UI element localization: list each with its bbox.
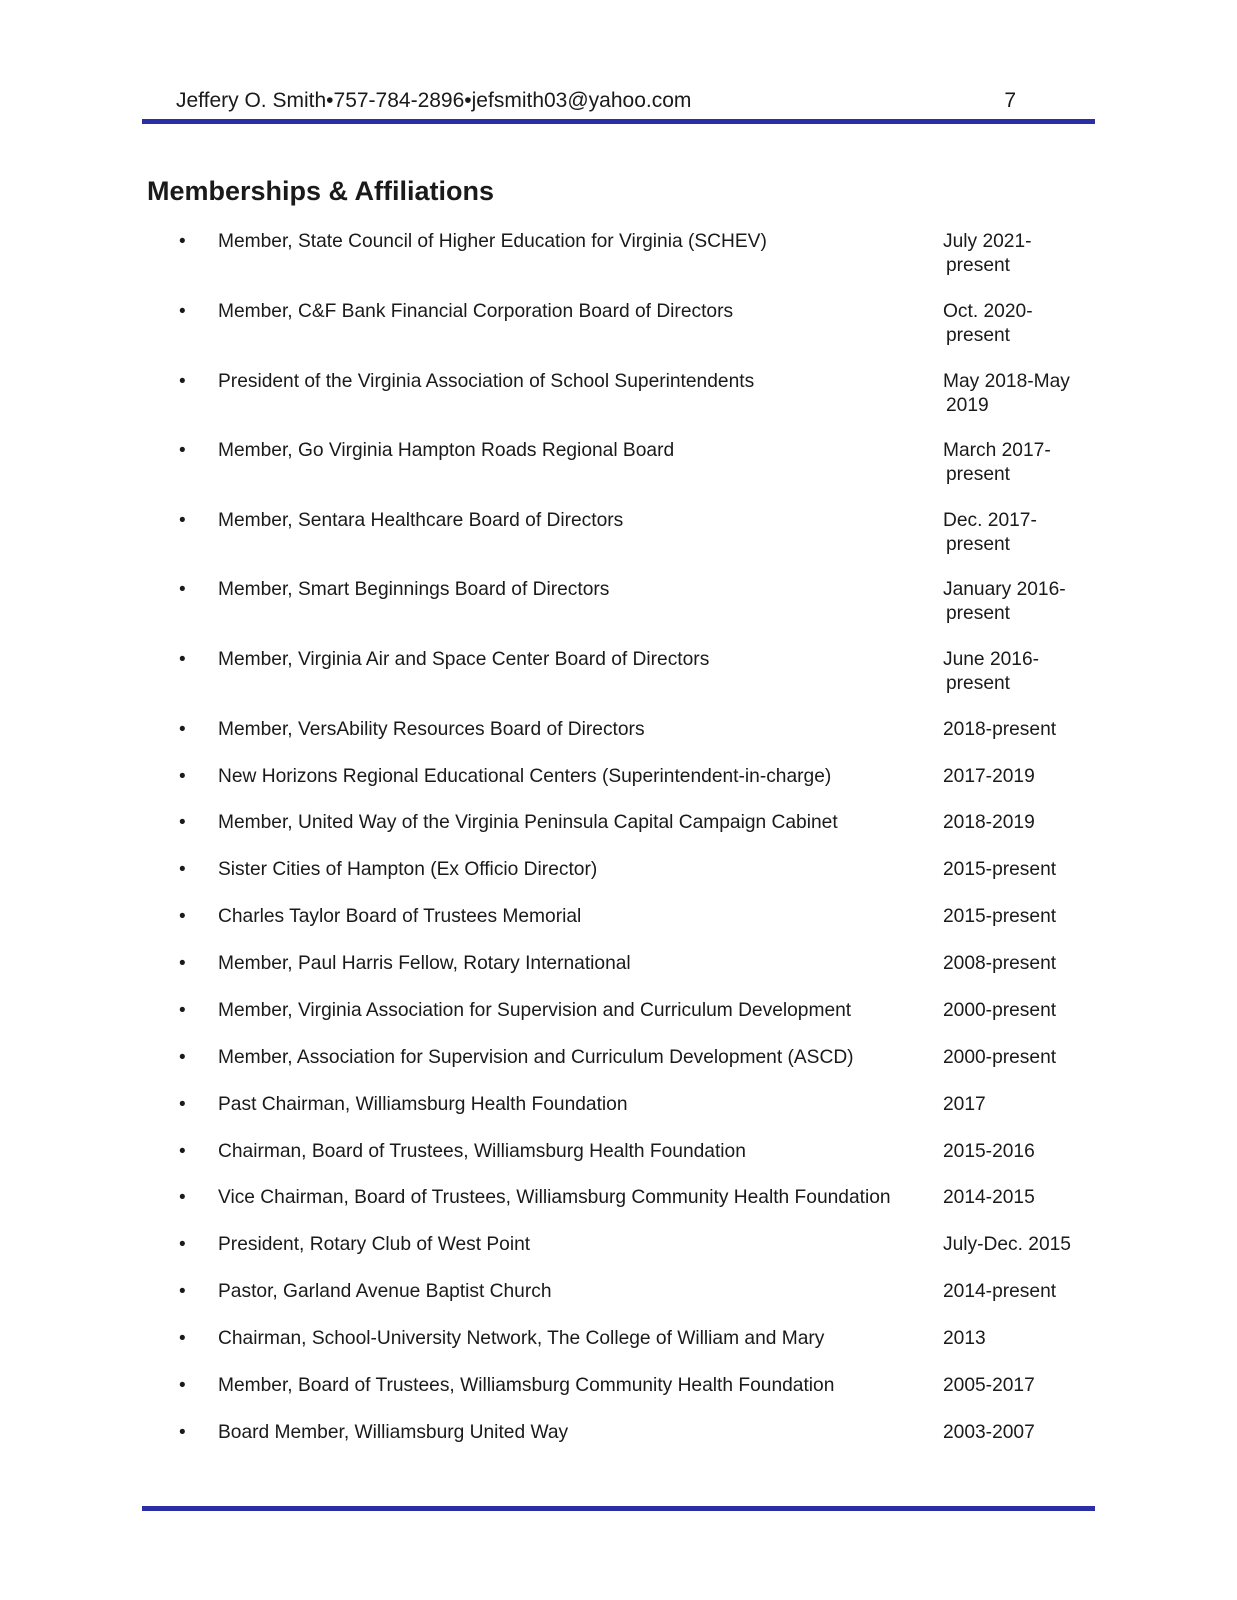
- item-description: Chairman, School-University Network, The College of William and Mary: [218, 1328, 825, 1349]
- item-description: Member, Association for Supervision and Curriculum Development (ASCD): [218, 1047, 854, 1068]
- item-description: Member, Sentara Healthcare Board of Directors: [218, 510, 624, 531]
- item-description: Member, Virginia Air and Space Center Board of Directors: [218, 649, 710, 670]
- bullet: •: [179, 1094, 186, 1115]
- item-description: Member, United Way of the Virginia Peninsula Capital Campaign Cabinet: [218, 812, 838, 833]
- bullet: •: [179, 1047, 186, 1068]
- item-description: Member, Board of Trustees, Williamsburg Community Health Foundation: [218, 1375, 835, 1396]
- bullet: •: [179, 953, 186, 974]
- bullet: •: [179, 301, 186, 322]
- item-date: [943, 370, 1113, 418]
- item-date: [943, 300, 1113, 348]
- item-description: Member, VersAbility Resources Board of Directors: [218, 719, 645, 740]
- bullet: •: [179, 1328, 186, 1349]
- item-date: [943, 509, 1113, 557]
- item-description: President, Rotary Club of West Point: [218, 1234, 531, 1255]
- bullet: •: [179, 766, 186, 787]
- item-description: Member, Go Virginia Hampton Roads Regional Board: [218, 440, 675, 461]
- item-date: 2015-present: [943, 859, 1057, 880]
- item-date: [943, 230, 1113, 278]
- bullet: •: [179, 1187, 186, 1208]
- item-date: July-Dec. 2015: [943, 1234, 1071, 1255]
- item-description: Member, Paul Harris Fellow, Rotary International: [218, 953, 631, 974]
- bullet: •: [179, 812, 186, 833]
- item-description: Member, Smart Beginnings Board of Directors: [218, 579, 610, 600]
- date-line-2: present: [946, 534, 1010, 555]
- item-date: 2005-2017: [943, 1375, 1035, 1396]
- item-date: 2017-2019: [943, 766, 1035, 787]
- header-divider: [142, 119, 1095, 124]
- bullet: •: [179, 1422, 186, 1443]
- date-line-2: present: [946, 673, 1010, 694]
- bullet: •: [179, 906, 186, 927]
- bullet: •: [179, 649, 186, 670]
- item-date: [943, 439, 1113, 487]
- item-description: Member, C&F Bank Financial Corporation Board of Directors: [218, 301, 734, 322]
- item-description: Sister Cities of Hampton (Ex Officio Director): [218, 859, 598, 880]
- bullet: •: [179, 440, 186, 461]
- date-line-1: Oct. 2020-: [943, 301, 1033, 322]
- bullet: •: [179, 1281, 186, 1302]
- bullet: •: [179, 1000, 186, 1021]
- bullet: •: [179, 231, 186, 252]
- date-line-2: present: [946, 603, 1010, 624]
- page-header: [176, 88, 1016, 118]
- date-line-1: January 2016-: [943, 579, 1066, 600]
- bullet: •: [179, 719, 186, 740]
- item-date: 2008-present: [943, 953, 1057, 974]
- item-date: 2013: [943, 1328, 986, 1349]
- item-date: 2003-2007: [943, 1422, 1035, 1443]
- item-description: Charles Taylor Board of Trustees Memorial: [218, 906, 582, 927]
- date-line-1: Dec. 2017-: [943, 510, 1037, 531]
- bullet: •: [179, 1375, 186, 1396]
- bullet: •: [179, 1141, 186, 1162]
- item-date: 2018-2019: [943, 812, 1035, 833]
- item-description: Chairman, Board of Trustees, Williamsburg Health Foundation: [218, 1141, 746, 1162]
- item-date: 2014-present: [943, 1281, 1057, 1302]
- bullet: •: [179, 579, 186, 600]
- item-date: 2000-present: [943, 1047, 1057, 1068]
- date-line-1: March 2017-: [943, 440, 1051, 461]
- item-date: 2014-2015: [943, 1187, 1035, 1208]
- bullet: •: [179, 510, 186, 531]
- item-date: [943, 648, 1113, 696]
- item-description: President of the Virginia Association of School Superintendents: [218, 371, 755, 392]
- section-title: Memberships & Affiliations: [147, 176, 495, 206]
- item-date: 2017: [943, 1094, 986, 1115]
- item-date: 2000-present: [943, 1000, 1057, 1021]
- item-date: 2015-2016: [943, 1141, 1035, 1162]
- page-number: 7: [1004, 89, 1016, 112]
- item-description: Board Member, Williamsburg United Way: [218, 1422, 569, 1443]
- item-description: Member, Virginia Association for Supervision and Curriculum Development: [218, 1000, 852, 1021]
- bullet: •: [179, 859, 186, 880]
- date-line-2: present: [946, 325, 1010, 346]
- item-description: New Horizons Regional Educational Centers (Superintendent-in-charge): [218, 766, 832, 787]
- item-description: Past Chairman, Williamsburg Health Foundation: [218, 1094, 628, 1115]
- footer-divider: [142, 1506, 1095, 1511]
- date-line-2: 2019: [946, 395, 989, 416]
- item-date: 2018-present: [943, 719, 1057, 740]
- item-description: Member, State Council of Higher Education for Virginia (SCHEV): [218, 231, 767, 252]
- item-description: Vice Chairman, Board of Trustees, Williamsburg Community Health Foundation: [218, 1187, 891, 1208]
- date-line-1: May 2018-May: [943, 371, 1070, 392]
- date-line-2: present: [946, 255, 1010, 276]
- bullet: •: [179, 1234, 186, 1255]
- date-line-2: present: [946, 464, 1010, 485]
- date-line-1: June 2016-: [943, 649, 1040, 670]
- header-contact: Jeffery O. Smith•757-784-2896•jefsmith03@yahoo.com: [176, 89, 692, 112]
- item-description: Pastor, Garland Avenue Baptist Church: [218, 1281, 552, 1302]
- bullet: •: [179, 371, 186, 392]
- date-line-1: July 2021-: [943, 231, 1032, 252]
- item-date: [943, 578, 1113, 626]
- item-date: 2015-present: [943, 906, 1057, 927]
